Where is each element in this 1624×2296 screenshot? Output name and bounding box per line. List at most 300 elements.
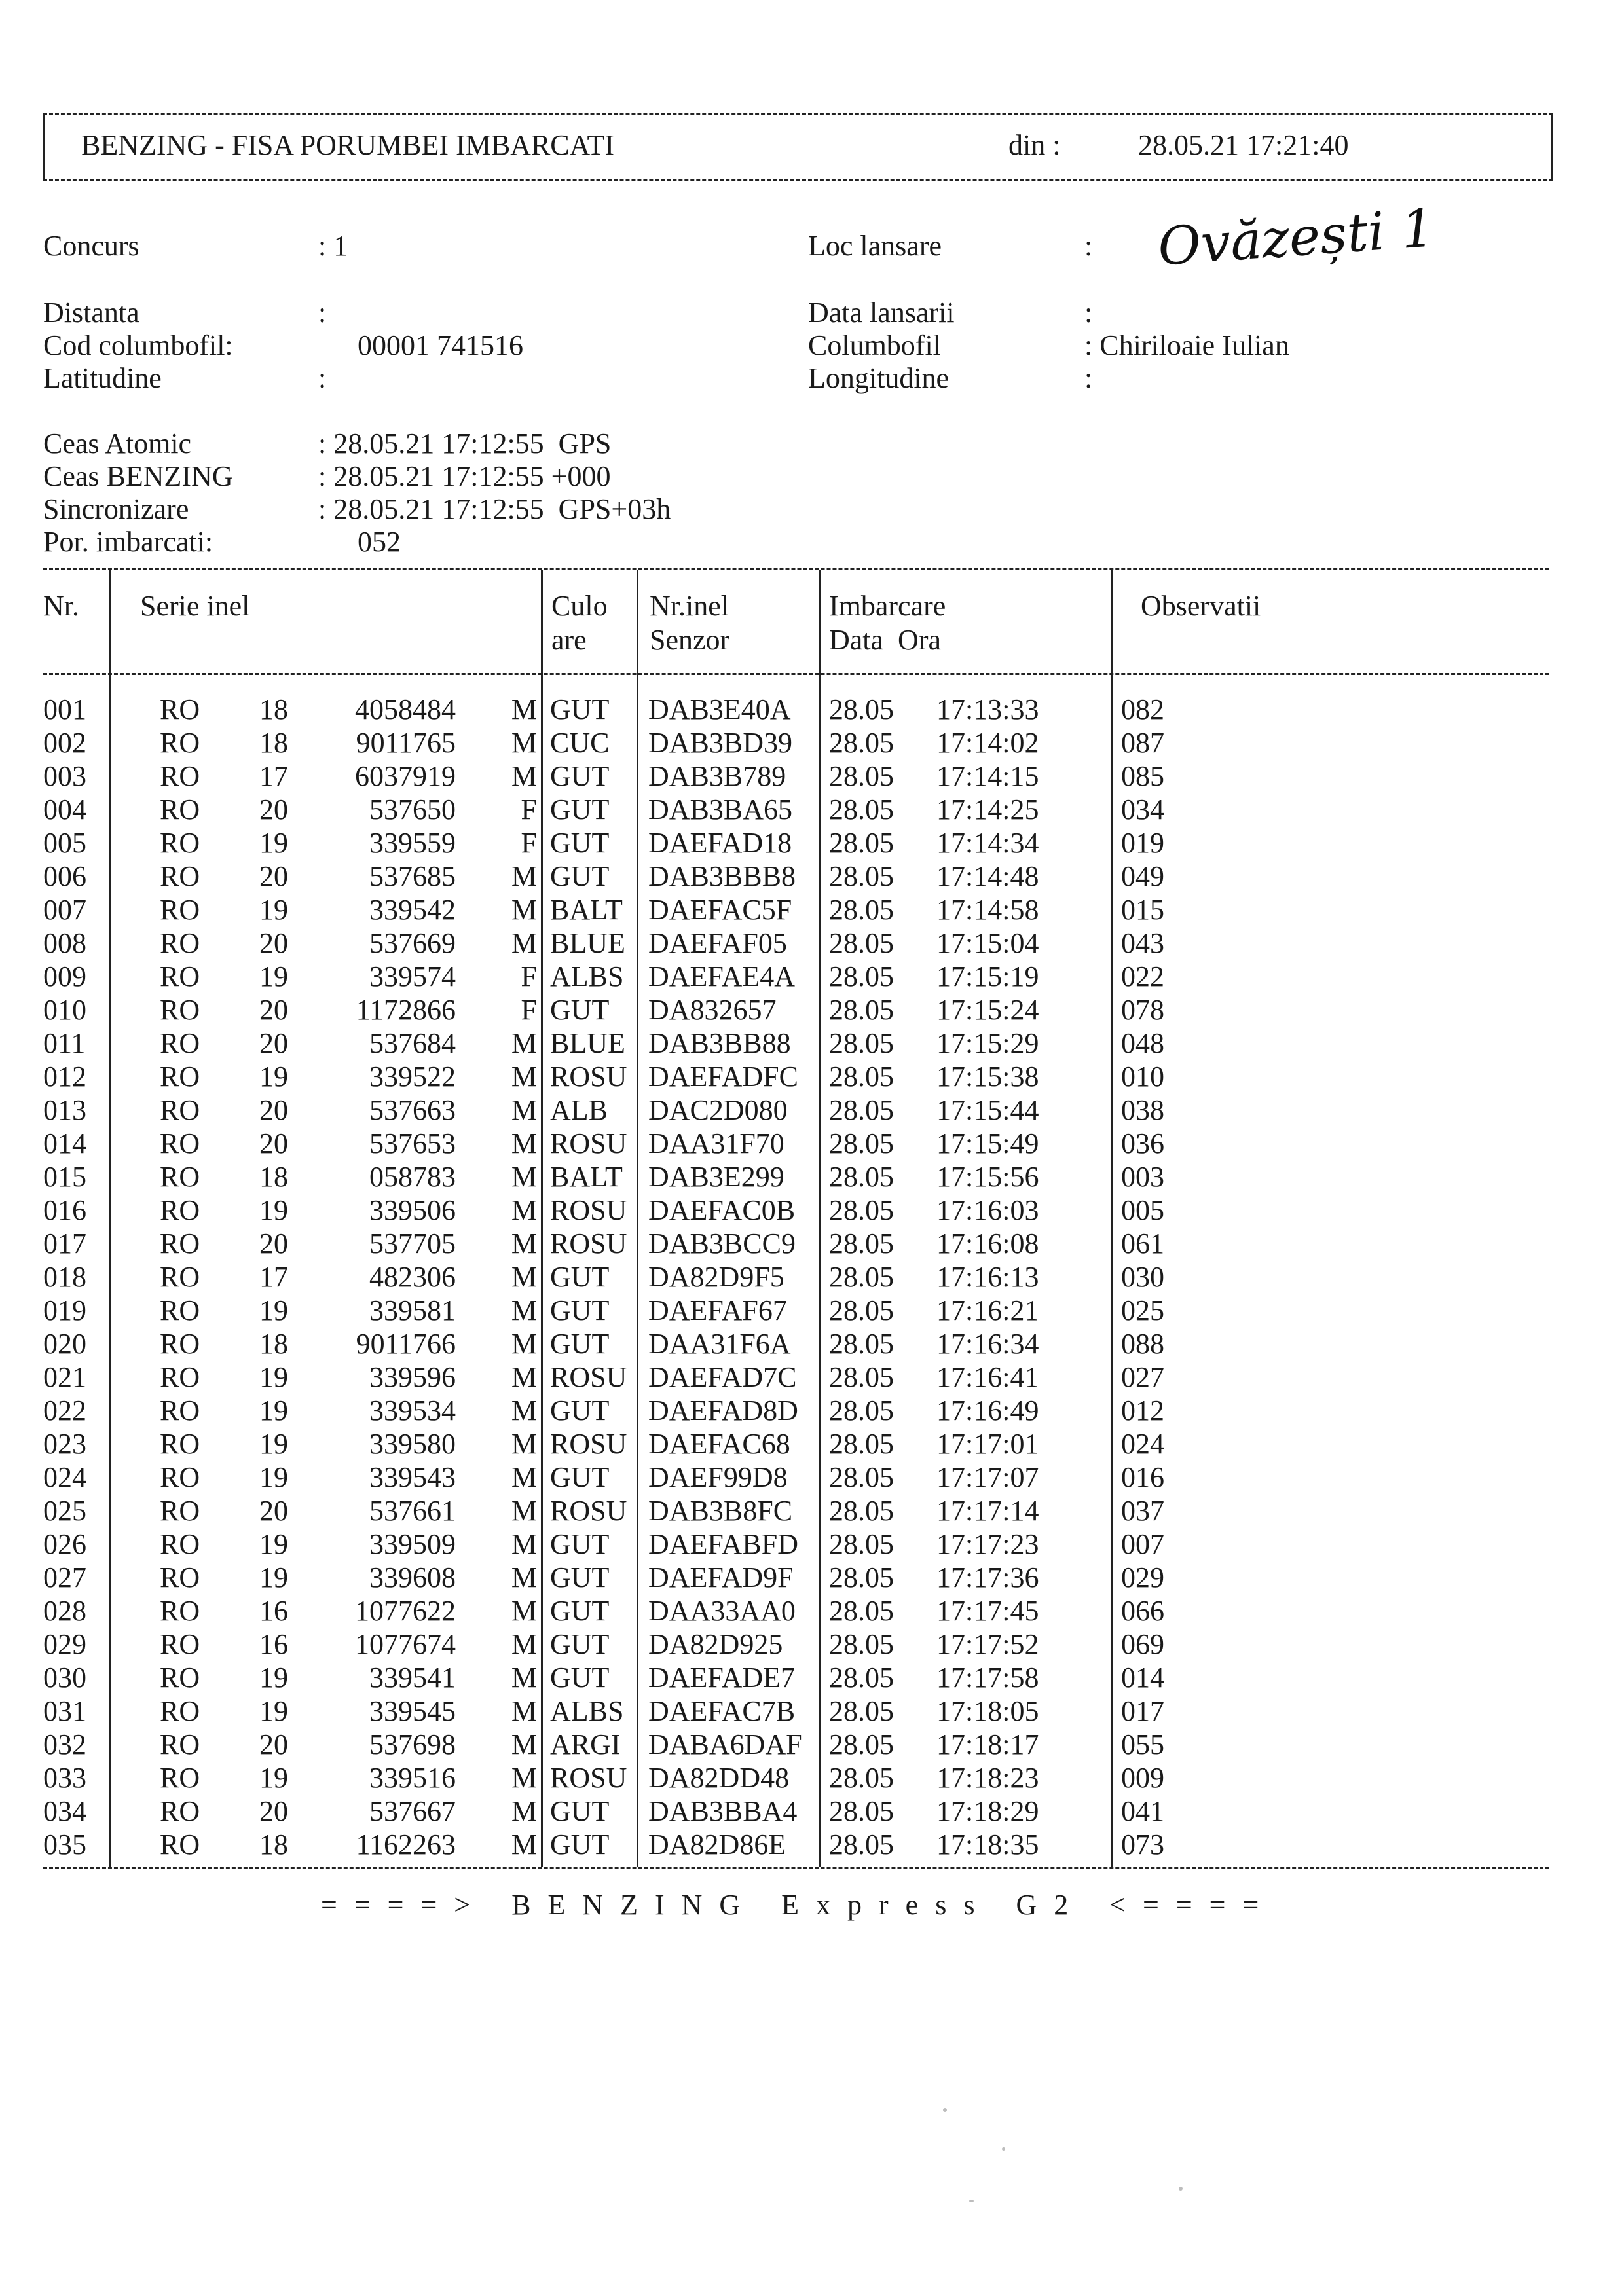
cell-tara: RO <box>160 1561 200 1594</box>
cell-obs: 037 <box>1121 1495 1164 1527</box>
table-row <box>0 759 1624 793</box>
cell-an: 19 <box>259 894 288 926</box>
cell-data: 28.05 <box>829 1829 894 1861</box>
table-row <box>0 860 1624 893</box>
header-culoare-1: Culo <box>551 590 608 622</box>
cell-sex: M <box>511 1795 537 1827</box>
cell-an: 18 <box>259 1161 288 1193</box>
cell-tara: RO <box>160 927 200 959</box>
cell-nr: 018 <box>43 1261 86 1293</box>
table-row <box>0 1527 1624 1561</box>
report-title: BENZING - FISA PORUMBEI IMBARCATI <box>81 129 615 161</box>
cell-an: 20 <box>259 927 288 959</box>
scan-speck <box>1179 2187 1183 2191</box>
cell-sex: M <box>511 1361 537 1393</box>
cell-tara: RO <box>160 960 200 993</box>
cell-an: 20 <box>259 994 288 1026</box>
cell-senzor: DAB3BA65 <box>648 793 793 826</box>
cell-obs: 005 <box>1121 1194 1164 1226</box>
table-row <box>0 1828 1624 1861</box>
cell-senzor: DA82D86E <box>648 1829 786 1861</box>
cell-sex: M <box>511 1495 537 1527</box>
cell-culoare: GUT <box>550 693 610 725</box>
cell-obs: 066 <box>1121 1595 1164 1627</box>
cell-inel: 339534 <box>369 1394 456 1427</box>
cell-nr: 027 <box>43 1561 86 1594</box>
cell-senzor: DAC2D080 <box>648 1094 788 1126</box>
cell-inel: 537705 <box>369 1228 456 1260</box>
scan-speck <box>943 2108 947 2112</box>
cell-inel: 339522 <box>369 1061 456 1093</box>
cell-sex: M <box>511 1027 537 1059</box>
cell-ora: 17:15:29 <box>936 1027 1039 1059</box>
cell-inel: 482306 <box>369 1261 456 1293</box>
cell-nr: 016 <box>43 1194 86 1226</box>
cell-tara: RO <box>160 1027 200 1059</box>
cell-senzor: DAEFAD18 <box>648 827 792 859</box>
cell-ora: 17:15:56 <box>936 1161 1039 1193</box>
cell-inel: 339541 <box>369 1662 456 1694</box>
cell-senzor: DAB3B789 <box>648 760 786 792</box>
cell-inel: 537669 <box>369 927 456 959</box>
cell-sex: M <box>511 1728 537 1760</box>
cell-tara: RO <box>160 1695 200 1727</box>
cell-ora: 17:15:04 <box>936 927 1039 959</box>
cell-an: 18 <box>259 727 288 759</box>
cell-an: 20 <box>259 1795 288 1827</box>
cell-obs: 007 <box>1121 1528 1164 1560</box>
cell-culoare: GUT <box>550 1294 610 1326</box>
cell-tara: RO <box>160 1595 200 1627</box>
cell-culoare: ROSU <box>550 1228 627 1260</box>
cell-culoare: BLUE <box>550 1027 625 1059</box>
cell-senzor: DAEFAD8D <box>648 1394 798 1427</box>
cell-culoare: ROSU <box>550 1495 627 1527</box>
cell-data: 28.05 <box>829 960 894 993</box>
header-culoare-2: are <box>551 624 587 656</box>
cell-an: 19 <box>259 1695 288 1727</box>
table-row <box>0 1360 1624 1394</box>
cell-an: 18 <box>259 1328 288 1360</box>
cell-culoare: ROSU <box>550 1061 627 1093</box>
cell-sex: M <box>511 1194 537 1226</box>
report-date-label: din : <box>1008 129 1061 161</box>
cell-senzor: DAEFAD9F <box>648 1561 794 1594</box>
cell-sex: M <box>511 1161 537 1193</box>
table-top-rule <box>43 568 1549 570</box>
cell-tara: RO <box>160 1228 200 1260</box>
cell-culoare: ALBS <box>550 1695 624 1727</box>
table-row <box>0 1294 1624 1327</box>
cell-nr: 025 <box>43 1495 86 1527</box>
cell-inel: 4058484 <box>355 693 456 725</box>
cell-tara: RO <box>160 860 200 892</box>
cell-data: 28.05 <box>829 760 894 792</box>
latitudine-value: : <box>318 362 327 394</box>
cell-senzor: DAEFADFC <box>648 1061 799 1093</box>
cell-ora: 17:18:29 <box>936 1795 1039 1827</box>
cell-data: 28.05 <box>829 1495 894 1527</box>
cod-columbofil-label: Cod columbofil: <box>43 329 233 361</box>
cell-ora: 17:14:48 <box>936 860 1039 892</box>
cell-an: 17 <box>259 1261 288 1293</box>
cell-senzor: DAEF99D8 <box>648 1461 788 1493</box>
cell-tara: RO <box>160 793 200 826</box>
cell-ora: 17:16:08 <box>936 1228 1039 1260</box>
cell-sex: M <box>511 693 537 725</box>
columbofil-value: : Chiriloaie Iulian <box>1084 329 1289 361</box>
ceas-atomic-value: : 28.05.21 17:12:55 GPS <box>318 428 612 460</box>
cell-an: 20 <box>259 793 288 826</box>
cell-an: 19 <box>259 1561 288 1594</box>
cell-an: 19 <box>259 1461 288 1493</box>
cell-ora: 17:14:58 <box>936 894 1039 926</box>
cell-sex: M <box>511 760 537 792</box>
cell-obs: 041 <box>1121 1795 1164 1827</box>
table-row <box>0 826 1624 860</box>
cell-ora: 17:15:38 <box>936 1061 1039 1093</box>
cell-obs: 036 <box>1121 1127 1164 1159</box>
cell-nr: 004 <box>43 793 86 826</box>
cell-sex: M <box>511 1061 537 1093</box>
cell-data: 28.05 <box>829 1261 894 1293</box>
cell-senzor: DAEFABFD <box>648 1528 799 1560</box>
cell-nr: 032 <box>43 1728 86 1760</box>
columbofil-label: Columbofil <box>808 329 941 361</box>
cell-inel: 339545 <box>369 1695 456 1727</box>
cell-ora: 17:16:49 <box>936 1394 1039 1427</box>
table-row <box>0 1795 1624 1828</box>
table-row <box>0 1494 1624 1527</box>
cell-nr: 019 <box>43 1294 86 1326</box>
cell-obs: 022 <box>1121 960 1164 993</box>
cell-obs: 016 <box>1121 1461 1164 1493</box>
cell-culoare: BLUE <box>550 927 625 959</box>
cell-sex: M <box>511 894 537 926</box>
cell-inel: 537698 <box>369 1728 456 1760</box>
cell-obs: 024 <box>1121 1428 1164 1460</box>
cell-nr: 003 <box>43 760 86 792</box>
cell-senzor: DAB3BBA4 <box>648 1795 798 1827</box>
cell-ora: 17:15:44 <box>936 1094 1039 1126</box>
cell-sex: M <box>511 1328 537 1360</box>
cell-senzor: DA832657 <box>648 994 777 1026</box>
cell-ora: 17:14:02 <box>936 727 1039 759</box>
cell-senzor: DAA31F70 <box>648 1127 784 1159</box>
cell-data: 28.05 <box>829 1394 894 1427</box>
cell-culoare: GUT <box>550 1662 610 1694</box>
cell-ora: 17:16:34 <box>936 1328 1039 1360</box>
cell-an: 19 <box>259 1428 288 1460</box>
cell-culoare: GUT <box>550 1394 610 1427</box>
cell-culoare: GUT <box>550 793 610 826</box>
cell-nr: 030 <box>43 1662 86 1694</box>
cell-inel: 339506 <box>369 1194 456 1226</box>
loc-lansare-colon: : <box>1084 230 1093 262</box>
cell-nr: 034 <box>43 1795 86 1827</box>
cell-an: 19 <box>259 1762 288 1794</box>
cell-obs: 027 <box>1121 1361 1164 1393</box>
table-row <box>0 726 1624 759</box>
cell-senzor: DAEFAC0B <box>648 1194 796 1226</box>
cell-data: 28.05 <box>829 1161 894 1193</box>
cell-culoare: BALT <box>550 894 623 926</box>
cell-culoare: ROSU <box>550 1428 627 1460</box>
cell-data: 28.05 <box>829 1561 894 1594</box>
cell-ora: 17:18:35 <box>936 1829 1039 1861</box>
report-date-value: 28.05.21 17:21:40 <box>1138 129 1349 161</box>
concurs-value: : 1 <box>318 230 348 262</box>
cell-culoare: BALT <box>550 1161 623 1193</box>
cell-inel: 339509 <box>369 1528 456 1560</box>
cell-an: 19 <box>259 1361 288 1393</box>
cell-sex: M <box>511 860 537 892</box>
table-row <box>0 1060 1624 1093</box>
cell-senzor: DA82D9F5 <box>648 1261 784 1293</box>
cell-culoare: GUT <box>550 1795 610 1827</box>
cell-nr: 022 <box>43 1394 86 1427</box>
cell-inel: 1077622 <box>355 1595 456 1627</box>
cell-ora: 17:13:33 <box>936 693 1039 725</box>
cell-data: 28.05 <box>829 1528 894 1560</box>
table-bottom-rule <box>43 1867 1549 1869</box>
cell-nr: 014 <box>43 1127 86 1159</box>
table-row <box>0 960 1624 993</box>
cell-senzor: DAEFADE7 <box>648 1662 796 1694</box>
table-row <box>0 1561 1624 1594</box>
cell-tara: RO <box>160 693 200 725</box>
porumbei-imbarcati-value: 052 <box>358 526 401 558</box>
table-row <box>0 1427 1624 1461</box>
cell-senzor: DAB3BBB8 <box>648 860 796 892</box>
cell-obs: 003 <box>1121 1161 1164 1193</box>
cell-obs: 025 <box>1121 1294 1164 1326</box>
cell-nr: 021 <box>43 1361 86 1393</box>
cell-culoare: ALB <box>550 1094 608 1126</box>
cell-tara: RO <box>160 1394 200 1427</box>
cell-data: 28.05 <box>829 1027 894 1059</box>
cell-an: 19 <box>259 960 288 993</box>
cell-tara: RO <box>160 1762 200 1794</box>
cell-obs: 030 <box>1121 1261 1164 1293</box>
cell-tara: RO <box>160 1127 200 1159</box>
cell-sex: F <box>521 960 537 993</box>
cell-culoare: ROSU <box>550 1194 627 1226</box>
cell-an: 19 <box>259 1061 288 1093</box>
cell-data: 28.05 <box>829 1361 894 1393</box>
cell-ora: 17:17:52 <box>936 1628 1039 1660</box>
cell-data: 28.05 <box>829 1228 894 1260</box>
cell-data: 28.05 <box>829 894 894 926</box>
cell-tara: RO <box>160 894 200 926</box>
cell-senzor: DAEFAE4A <box>648 960 796 993</box>
cell-sex: M <box>511 1261 537 1293</box>
cell-data: 28.05 <box>829 1595 894 1627</box>
cell-ora: 17:18:05 <box>936 1695 1039 1727</box>
cell-culoare: GUT <box>550 827 610 859</box>
cell-ora: 17:17:07 <box>936 1461 1039 1493</box>
cell-obs: 019 <box>1121 827 1164 859</box>
cell-senzor: DAB3B8FC <box>648 1495 793 1527</box>
table-row <box>0 1628 1624 1661</box>
table-row <box>0 1093 1624 1127</box>
table-row <box>0 1594 1624 1628</box>
cell-sex: M <box>511 1528 537 1560</box>
cell-inel: 339608 <box>369 1561 456 1594</box>
cell-senzor: DAB3BD39 <box>648 727 793 759</box>
table-row <box>0 893 1624 926</box>
cell-data: 28.05 <box>829 693 894 725</box>
cell-inel: 537667 <box>369 1795 456 1827</box>
cell-an: 20 <box>259 1027 288 1059</box>
cell-senzor: DAB3BCC9 <box>648 1228 796 1260</box>
cell-senzor: DABA6DAF <box>648 1728 802 1760</box>
footer-banner: ====> BENZING Express G2 <==== <box>321 1889 1276 1921</box>
cell-obs: 082 <box>1121 693 1164 725</box>
cell-culoare: GUT <box>550 860 610 892</box>
cell-sex: M <box>511 1829 537 1861</box>
cell-inel: 9011766 <box>356 1328 456 1360</box>
cell-tara: RO <box>160 1428 200 1460</box>
cell-obs: 069 <box>1121 1628 1164 1660</box>
header-nr: Nr. <box>43 590 79 622</box>
cell-ora: 17:16:41 <box>936 1361 1039 1393</box>
cell-an: 17 <box>259 760 288 792</box>
cell-obs: 043 <box>1121 927 1164 959</box>
cell-tara: RO <box>160 827 200 859</box>
header-nrinel-2: Senzor <box>650 624 730 656</box>
cell-tara: RO <box>160 1662 200 1694</box>
cell-inel: 1077674 <box>355 1628 456 1660</box>
cell-inel: 339574 <box>369 960 456 993</box>
cell-senzor: DAEFAC5F <box>648 894 792 926</box>
cell-culoare: ROSU <box>550 1127 627 1159</box>
table-row <box>0 793 1624 826</box>
cell-nr: 001 <box>43 693 86 725</box>
table-row <box>0 1160 1624 1194</box>
cell-tara: RO <box>160 1361 200 1393</box>
cell-tara: RO <box>160 1528 200 1560</box>
cell-obs: 017 <box>1121 1695 1164 1727</box>
table-row <box>0 926 1624 960</box>
cell-ora: 17:18:23 <box>936 1762 1039 1794</box>
table-body <box>0 693 1624 1865</box>
data-lansarii-label: Data lansarii <box>808 297 955 329</box>
cell-an: 19 <box>259 1194 288 1226</box>
cod-columbofil-value: 00001 741516 <box>358 329 523 361</box>
longitudine-label: Longitudine <box>808 362 950 394</box>
cell-ora: 17:17:01 <box>936 1428 1039 1460</box>
cell-ora: 17:17:14 <box>936 1495 1039 1527</box>
longitudine-value: : <box>1084 362 1093 394</box>
cell-inel: 339516 <box>369 1762 456 1794</box>
cell-ora: 17:16:03 <box>936 1194 1039 1226</box>
table-row <box>0 1327 1624 1360</box>
cell-tara: RO <box>160 727 200 759</box>
cell-culoare: GUT <box>550 994 610 1026</box>
cell-data: 28.05 <box>829 1061 894 1093</box>
cell-an: 16 <box>259 1628 288 1660</box>
table-row <box>0 993 1624 1027</box>
cell-data: 28.05 <box>829 1127 894 1159</box>
cell-sex: M <box>511 1595 537 1627</box>
cell-obs: 073 <box>1121 1829 1164 1861</box>
cell-culoare: ALBS <box>550 960 624 993</box>
cell-data: 28.05 <box>829 1662 894 1694</box>
cell-sex: M <box>511 1628 537 1660</box>
cell-senzor: DAEFAC7B <box>648 1695 796 1727</box>
cell-data: 28.05 <box>829 860 894 892</box>
sincronizare-value: : 28.05.21 17:12:55 GPS+03h <box>318 493 671 525</box>
cell-sex: M <box>511 1094 537 1126</box>
cell-nr: 023 <box>43 1428 86 1460</box>
cell-obs: 038 <box>1121 1094 1164 1126</box>
cell-data: 28.05 <box>829 1762 894 1794</box>
cell-senzor: DAEFAC68 <box>648 1428 790 1460</box>
cell-an: 19 <box>259 1294 288 1326</box>
cell-data: 28.05 <box>829 1194 894 1226</box>
latitudine-label: Latitudine <box>43 362 162 394</box>
cell-nr: 035 <box>43 1829 86 1861</box>
cell-culoare: GUT <box>550 1561 610 1594</box>
cell-sex: F <box>521 827 537 859</box>
table-row <box>0 1728 1624 1761</box>
cell-data: 28.05 <box>829 1795 894 1827</box>
cell-ora: 17:17:23 <box>936 1528 1039 1560</box>
loc-lansare-label: Loc lansare <box>808 230 942 262</box>
cell-culoare: GUT <box>550 1595 610 1627</box>
cell-nr: 020 <box>43 1328 86 1360</box>
cell-sex: M <box>511 1394 537 1427</box>
cell-tara: RO <box>160 1161 200 1193</box>
cell-tara: RO <box>160 1495 200 1527</box>
header-imbarcare-2: Data Ora <box>829 624 942 656</box>
cell-an: 20 <box>259 860 288 892</box>
cell-data: 28.05 <box>829 1728 894 1760</box>
distanta-label: Distanta <box>43 297 139 329</box>
cell-nr: 006 <box>43 860 86 892</box>
cell-senzor: DAA33AA0 <box>648 1595 796 1627</box>
cell-senzor: DAA31F6A <box>648 1328 791 1360</box>
cell-inel: 339542 <box>369 894 456 926</box>
cell-sex: M <box>511 1561 537 1594</box>
cell-inel: 6037919 <box>355 760 456 792</box>
cell-senzor: DAB3BB88 <box>648 1027 791 1059</box>
cell-obs: 085 <box>1121 760 1164 792</box>
cell-culoare: GUT <box>550 1528 610 1560</box>
cell-ora: 17:14:34 <box>936 827 1039 859</box>
cell-ora: 17:15:24 <box>936 994 1039 1026</box>
scan-speck <box>969 2200 974 2202</box>
cell-senzor: DAB3E40A <box>648 693 791 725</box>
cell-inel: 339580 <box>369 1428 456 1460</box>
header-nrinel-1: Nr.inel <box>650 590 729 622</box>
cell-data: 28.05 <box>829 1428 894 1460</box>
cell-an: 19 <box>259 1394 288 1427</box>
cell-an: 18 <box>259 1829 288 1861</box>
cell-culoare: GUT <box>550 760 610 792</box>
cell-nr: 005 <box>43 827 86 859</box>
cell-ora: 17:14:25 <box>936 793 1039 826</box>
cell-culoare: CUC <box>550 727 610 759</box>
cell-obs: 015 <box>1121 894 1164 926</box>
cell-ora: 17:14:15 <box>936 760 1039 792</box>
header-observatii: Observatii <box>1141 590 1261 622</box>
cell-senzor: DAB3E299 <box>648 1161 784 1193</box>
cell-nr: 009 <box>43 960 86 993</box>
cell-nr: 013 <box>43 1094 86 1126</box>
scan-speck <box>1002 2147 1005 2151</box>
